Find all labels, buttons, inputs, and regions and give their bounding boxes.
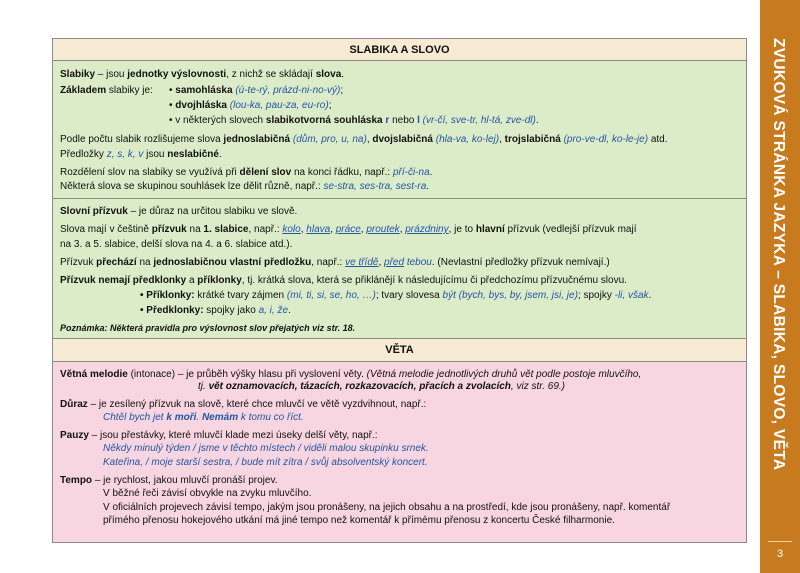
section-header-syllable (53, 39, 746, 61)
bullet-item: • dvojhláska (lou-ka, pau-za, eu-ro); (169, 100, 332, 111)
section-title: VĚTA (385, 344, 414, 356)
text-line: Základem slabiky je: (60, 85, 153, 96)
section-header-sentence (53, 339, 746, 362)
example-line: Někdy minulý týden / jsme v těchto místech / viděli malou skupinku srnek. (103, 443, 429, 454)
text-line: Slabiky – jsou jednotky výslovnosti, z nichž se skládají slova. (60, 69, 345, 80)
sidebar-title: ZVUKOVÁ STRÁNKA JAZYKA – SLABIKA, SLOVO, VĚTA (770, 38, 787, 471)
bullet-item: • v některých slovech slabikotvorná souhláska r nebo l (vr-čí, sve-tr, hl-tá, zve-dl). (169, 115, 539, 126)
text-line: přímého přenosu hokejového utkání má jiné tempo než komentář k přímému přenosu z koncertu České filharmonie. (103, 515, 615, 526)
sidebar (760, 0, 800, 573)
text-line: Pauzy – jsou přestávky, které mluvčí klade mezi úseky delší věty, např.: (60, 430, 378, 441)
text-line: Přízvuk přechází na jednoslabičnou vlastní předložku, např.: ve třídě, před tebou. (Nevlastní předložky přízvuk nemívají.) (60, 257, 610, 268)
text-line: Slovní přízvuk – je důraz na určitou slabiku ve slově. (60, 206, 298, 217)
section-sentence (53, 362, 746, 542)
note: Poznámka: Některá pravidla pro výslovnost slov přejatých viz str. 18. (60, 323, 356, 333)
text-line: Důraz – je zesílený přízvuk na slově, které chce mluvčí ve větě vyzdvihnout, např.: (60, 399, 427, 410)
text-line: Přízvuk nemají předklonky a příklonky, tj. krátká slova, která se přiklánějí k následujícímu či předchozímu přízvučnému slovu. (60, 275, 627, 286)
bullet-item: • Předklonky: spojky jako a, i, že. (140, 305, 291, 316)
bullet-item: • samohláska (ú-te-rý, prázd-ni-no-vý); (169, 85, 344, 96)
section-title: SLABIKA A SLOVO (349, 44, 450, 56)
text-line: Slova mají v češtině přízvuk na 1. slabice, např.: kolo, hlava, práce, proutek, prázdniny, je to hlavní přízvuk (vedlejší přízvuk mají (60, 224, 637, 235)
text-line: Předložky z, s, k, v jsou neslabičné. (60, 149, 222, 160)
text-line: Podle počtu slabik rozlišujeme slova jednoslabičná (dům, pro, u, na), dvojslabičná (hla-va, ko-lej), trojslabičná (pro-ve-dl, ko-le-je) atd. (60, 134, 668, 145)
text-line: Některá slova se skupinou souhlásek lze dělit různě, např.: se-stra, ses-tra, sest-ra. (60, 181, 430, 192)
text-line: V běžné řeči závisí obvykle na zvyku mluvčího. (103, 488, 312, 499)
text-line: Tempo – je rychlost, jakou mluvčí pronáší projev. (60, 475, 278, 486)
bullet-item: • Příklonky: krátké tvary zájmen (mi, ti, si, se, ho, …); tvary slovesa být (bych, bys, by, jsem, jsi, je); spojky -li, však. (140, 290, 652, 301)
text-line: Rozdělení slov na slabiky se využívá při dělení slov na konci řádku, např.: pří-či-na. (60, 167, 433, 178)
example-line: Chtěl bych jet k moři. Nemám k tomu co říct. (103, 412, 304, 423)
content-frame (52, 38, 747, 543)
text-line: tj. vět oznamovacích, tázacích, rozkazovacích, přacích a zvolacích, viz str. 69.) (198, 381, 566, 392)
divider (768, 541, 792, 542)
text-line: Větná melodie (intonace) – je průběh výšky hlasu při vyslovení věty. (Větná melodie jednotlivých druhů vět podle postoje mluvčího, (60, 369, 642, 380)
section-syllable (53, 61, 746, 199)
text-line: na 3. a 5. slabice, delší slova na 4. a 6. slabice atd.). (60, 239, 293, 250)
example-line: Kateřina, / moje starší sestra, / bude mít zítra / svůj absolventský koncert. (103, 457, 428, 468)
section-stress (53, 199, 746, 339)
text-line: V oficiálních projevech závisí tempo, jakým jsou pronášeny, na jejich obsahu a na prostředí, kde jsou pronášeny, např. komentář (103, 502, 671, 513)
page-number: 3 (776, 548, 784, 560)
